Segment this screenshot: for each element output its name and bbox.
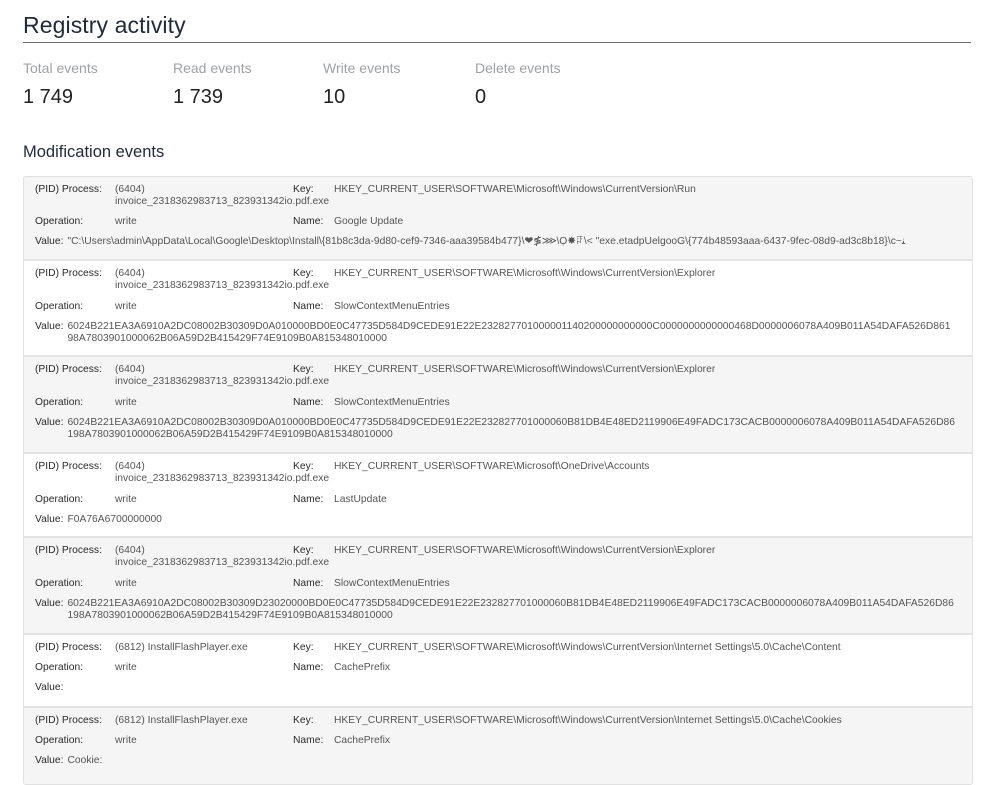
value-label: Value: <box>35 755 64 766</box>
operation-value: write <box>115 662 137 673</box>
name-value: SlowContextMenuEntries <box>334 578 450 589</box>
process-value: (6404) invoice_2318362983713_823931342io.pdf.exe <box>115 184 330 207</box>
name-value: SlowContextMenuEntries <box>334 301 450 312</box>
stat-label: Total events <box>23 60 98 76</box>
event-row <box>24 454 972 538</box>
name-value: SlowContextMenuEntries <box>334 397 450 408</box>
value-label: Value: <box>35 321 64 332</box>
title-divider <box>23 42 971 43</box>
name-value: LastUpdate <box>334 494 387 505</box>
operation-label: Operation: <box>35 735 84 746</box>
process-value: (6404) invoice_2318362983713_823931342io.pdf.exe <box>115 364 330 387</box>
value-label: Value: <box>35 598 64 609</box>
name-label: Name: <box>293 301 324 312</box>
key-label: Key: <box>293 715 314 726</box>
value-label: Value: <box>35 682 64 693</box>
process-value: (6812) InstallFlashPlayer.exe <box>115 715 248 726</box>
stat-value: 10 <box>323 86 346 108</box>
process-label: (PID) Process: <box>35 184 102 195</box>
process-label: (PID) Process: <box>35 461 102 472</box>
value-row <box>35 514 955 526</box>
operation-label: Operation: <box>35 578 84 589</box>
operation-label: Operation: <box>35 301 84 312</box>
operation-value: write <box>115 578 137 589</box>
value-text: F0A76A6700000000 <box>67 514 162 525</box>
value-row <box>35 598 955 622</box>
value-text: 6024B221EA3A6910A2DC08002B30309D23020000BD0E0C47735D584D9CEDE91E22E232827701000060B81DB4E48ED2119906E49FADC173CACB0000006078A409B011A54DAFA526D86198A7803901000062B06A59D2B415429F74E9109B0A815348010000 <box>67 598 954 621</box>
stat-label: Read events <box>173 60 252 76</box>
process-label: (PID) Process: <box>35 268 102 279</box>
key-value: HKEY_CURRENT_USER\SOFTWARE\Microsoft\Windows\CurrentVersion\Internet Settings\5.0\Cache\Content <box>334 642 841 653</box>
operation-value: write <box>115 735 137 746</box>
stat-label: Write events <box>323 60 401 76</box>
stat-value: 1 739 <box>173 86 224 108</box>
stat-delete-events <box>475 60 561 109</box>
name-value: CachePrefix <box>334 735 391 746</box>
value-row <box>35 682 955 694</box>
value-text: "C:\Users\admin\AppData\Local\Google\Desktop\Install\{81b8c3da-9d80-cef9-7346-aaa39584b477}\❤≸⋙\Ọ✸ꌼ\< "exe.etadpUelgooG\{774b48593aaa-6437-9fec-08d9-ad3c8b18}\c~ﻨ <box>67 236 905 247</box>
event-row <box>24 538 972 635</box>
value-text: 6024B221EA3A6910A2DC08002B30309D0A010000BD0E0C47735D584D9CEDE91E22E232827701000001140200000000000C0000000000000468D0000006078A409B011A54DAFA526D86198A7803901000062B06A59D2B415429F74E9109B0A815348010000 <box>67 321 951 344</box>
event-row <box>24 635 972 708</box>
value-row <box>35 321 955 345</box>
key-value: HKEY_CURRENT_USER\SOFTWARE\Microsoft\Windows\CurrentVersion\Explorer <box>334 545 716 556</box>
key-value: HKEY_CURRENT_USER\SOFTWARE\Microsoft\Windows\CurrentVersion\Explorer <box>334 364 716 375</box>
event-row <box>24 357 972 454</box>
key-label: Key: <box>293 268 314 279</box>
key-value: HKEY_CURRENT_USER\SOFTWARE\Microsoft\OneDrive\Accounts <box>334 461 650 472</box>
stat-write-events <box>323 60 401 109</box>
event-row <box>24 708 972 784</box>
stat-label: Delete events <box>475 60 561 76</box>
name-value: Google Update <box>334 216 404 227</box>
value-text: 6024B221EA3A6910A2DC08002B30309D0A010000BD0E0C47735D584D9CEDE91E22E232827701000060B81DB4E48ED2119906E49FADC173CACB0000006078A409B011A54DAFA526D86198A7803901000062B06A59D2B415429F74E9109B0A815348010000 <box>67 417 955 440</box>
stat-total-events <box>23 60 98 109</box>
name-value: CachePrefix <box>334 662 391 673</box>
process-value: (6812) InstallFlashPlayer.exe <box>115 642 248 653</box>
process-label: (PID) Process: <box>35 545 102 556</box>
process-label: (PID) Process: <box>35 642 102 653</box>
process-value: (6404) invoice_2318362983713_823931342io.pdf.exe <box>115 461 330 484</box>
value-label: Value: <box>35 236 64 247</box>
value-row <box>35 755 955 767</box>
page-title: Registry activity <box>23 12 186 38</box>
operation-label: Operation: <box>35 397 84 408</box>
value-row <box>35 417 955 441</box>
event-row <box>24 177 972 261</box>
operation-label: Operation: <box>35 494 84 505</box>
key-value: HKEY_CURRENT_USER\SOFTWARE\Microsoft\Windows\CurrentVersion\Internet Settings\5.0\Cache\Cookies <box>334 715 842 726</box>
key-label: Key: <box>293 461 314 472</box>
name-label: Name: <box>293 735 324 746</box>
stat-read-events <box>173 60 252 109</box>
key-label: Key: <box>293 642 314 653</box>
key-label: Key: <box>293 364 314 375</box>
name-label: Name: <box>293 494 324 505</box>
operation-label: Operation: <box>35 662 84 673</box>
key-label: Key: <box>293 545 314 556</box>
event-row <box>24 261 972 357</box>
key-value: HKEY_CURRENT_USER\SOFTWARE\Microsoft\Windows\CurrentVersion\Explorer <box>334 268 716 279</box>
name-label: Name: <box>293 578 324 589</box>
process-label: (PID) Process: <box>35 715 102 726</box>
key-label: Key: <box>293 184 314 195</box>
name-label: Name: <box>293 662 324 673</box>
name-label: Name: <box>293 397 324 408</box>
process-label: (PID) Process: <box>35 364 102 375</box>
stat-value: 1 749 <box>23 86 74 108</box>
modification-events-list <box>23 176 973 785</box>
value-text: Cookie: <box>67 755 103 766</box>
value-row <box>35 236 955 248</box>
operation-label: Operation: <box>35 216 84 227</box>
name-label: Name: <box>293 216 324 227</box>
stat-value: 0 <box>475 86 487 108</box>
operation-value: write <box>115 494 137 505</box>
value-label: Value: <box>35 417 64 428</box>
key-value: HKEY_CURRENT_USER\SOFTWARE\Microsoft\Windows\CurrentVersion\Run <box>334 184 696 195</box>
operation-value: write <box>115 397 137 408</box>
process-value: (6404) invoice_2318362983713_823931342io.pdf.exe <box>115 545 330 568</box>
process-value: (6404) invoice_2318362983713_823931342io.pdf.exe <box>115 268 330 291</box>
section-title: Modification events <box>23 143 165 161</box>
value-label: Value: <box>35 514 64 525</box>
operation-value: write <box>115 216 137 227</box>
operation-value: write <box>115 301 137 312</box>
